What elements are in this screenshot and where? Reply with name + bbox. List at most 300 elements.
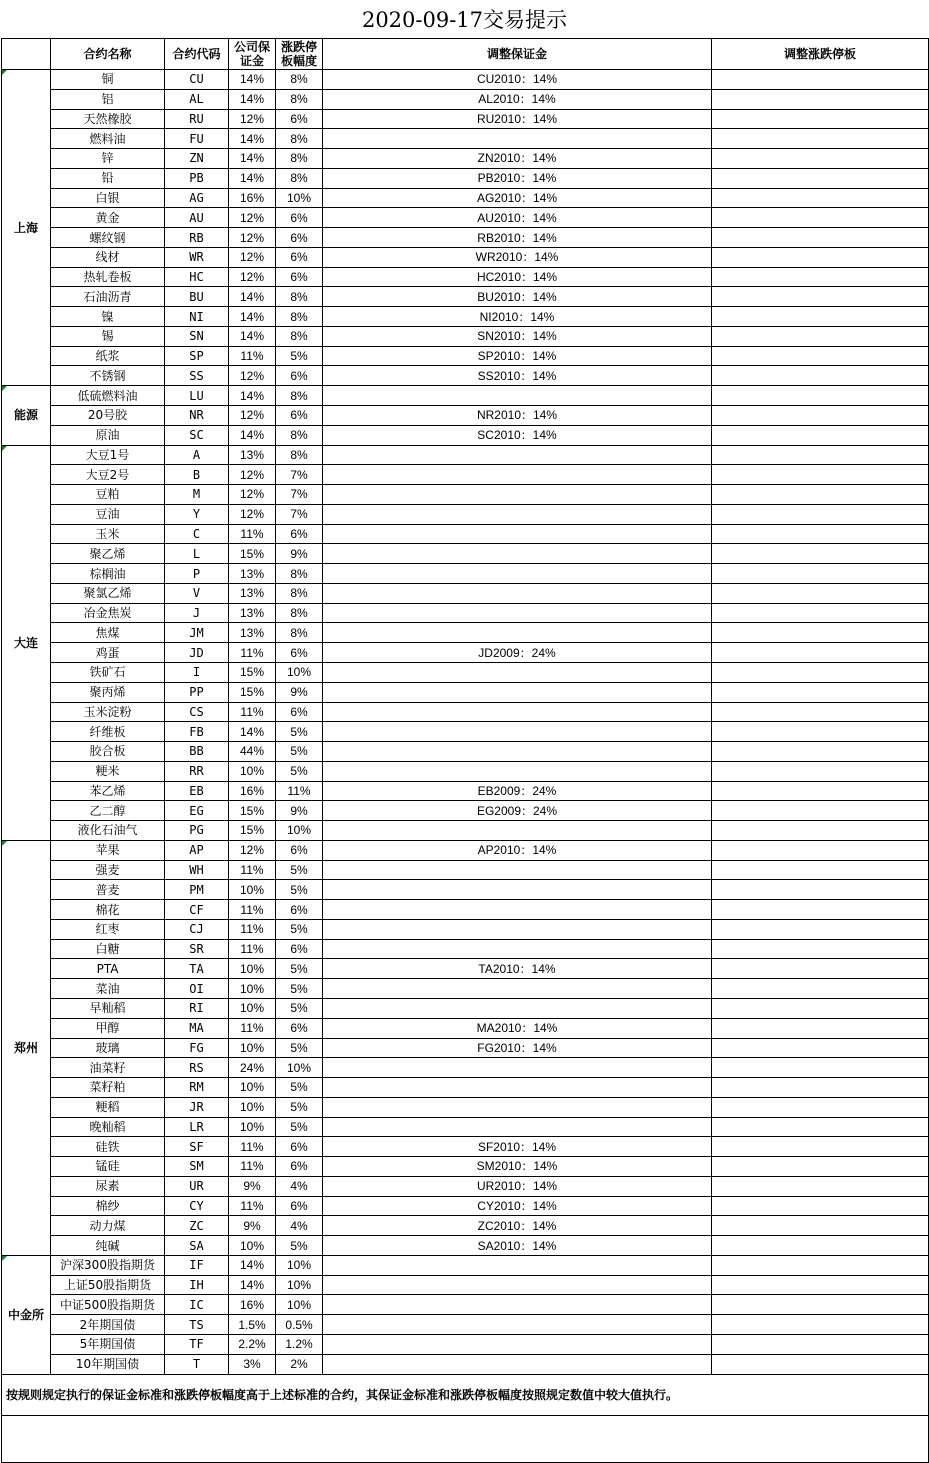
limit-value: 7% [276, 465, 323, 485]
margin-value: 10% [229, 1236, 276, 1256]
limit-value: 6% [276, 208, 323, 228]
limit-value: 4% [276, 1176, 323, 1196]
table-row [2, 109, 929, 129]
limit-value: 8% [276, 307, 323, 327]
contract-name: 鸡蛋 [51, 643, 165, 663]
margin-value: 11% [229, 1157, 276, 1177]
table-row [2, 1236, 929, 1256]
contract-name: 大豆1号 [51, 445, 165, 465]
contract-name: 玻璃 [51, 1038, 165, 1058]
contract-name: 棉纱 [51, 1196, 165, 1216]
limit-value: 5% [276, 1038, 323, 1058]
limit-value: 6% [276, 406, 323, 426]
exchange-label: 上海 [2, 70, 51, 386]
adjust-limit-value [712, 1216, 929, 1236]
margin-value: 12% [229, 228, 276, 248]
table-row [2, 801, 929, 821]
contract-name: 纯碱 [51, 1236, 165, 1256]
contract-code: NR [165, 406, 229, 426]
adjust-limit-value [712, 979, 929, 999]
contract-name: 线材 [51, 247, 165, 267]
limit-value: 1.2% [276, 1335, 323, 1355]
contract-code: EG [165, 801, 229, 821]
adjust-margin-value [323, 662, 712, 682]
adjust-margin-value: SA2010：14% [323, 1236, 712, 1256]
adjust-margin-value: SS2010：14% [323, 366, 712, 386]
table-row [2, 1275, 929, 1295]
contract-code: FB [165, 722, 229, 742]
header-row [2, 39, 929, 70]
contract-code: C [165, 524, 229, 544]
contract-name: 原油 [51, 425, 165, 445]
table-row [2, 445, 929, 465]
contract-code: JD [165, 643, 229, 663]
contract-code: UR [165, 1176, 229, 1196]
table-row [2, 149, 929, 169]
margin-value: 12% [229, 406, 276, 426]
table-row [2, 583, 929, 603]
adjust-margin-value [323, 485, 712, 505]
adjust-limit-value [712, 880, 929, 900]
contract-code: CS [165, 702, 229, 722]
header-adjust-limit: 调整涨跌停板 [712, 39, 929, 70]
margin-value: 9% [229, 1216, 276, 1236]
adjust-margin-value: TA2010：14% [323, 959, 712, 979]
adjust-margin-value: SP2010：14% [323, 346, 712, 366]
header-limit: 涨跌停板幅度 [276, 39, 323, 70]
contract-code: PM [165, 880, 229, 900]
limit-value: 10% [276, 1255, 323, 1275]
contract-name: 铝 [51, 89, 165, 109]
margin-value: 10% [229, 1078, 276, 1098]
margin-value: 12% [229, 247, 276, 267]
limit-value: 8% [276, 583, 323, 603]
table-row [2, 326, 929, 346]
adjust-limit-value [712, 1078, 929, 1098]
contract-name: 2年期国债 [51, 1315, 165, 1335]
table-row [2, 1097, 929, 1117]
adjust-limit-value [712, 1018, 929, 1038]
adjust-margin-value [323, 1335, 712, 1355]
contract-name: 苯乙烯 [51, 781, 165, 801]
adjust-limit-value [712, 149, 929, 169]
contract-name: 铁矿石 [51, 662, 165, 682]
adjust-margin-value: PB2010：14% [323, 168, 712, 188]
adjust-limit-value [712, 662, 929, 682]
limit-value: 5% [276, 742, 323, 762]
table-row [2, 425, 929, 445]
adjust-margin-value [323, 742, 712, 762]
limit-value: 6% [276, 366, 323, 386]
limit-value: 9% [276, 544, 323, 564]
margin-value: 11% [229, 919, 276, 939]
margin-value: 15% [229, 544, 276, 564]
adjust-limit-value [712, 1038, 929, 1058]
margin-value: 14% [229, 326, 276, 346]
adjust-limit-value [712, 840, 929, 860]
contract-code: CF [165, 900, 229, 920]
margin-value: 3% [229, 1354, 276, 1374]
margin-value: 14% [229, 287, 276, 307]
contract-name: 普麦 [51, 880, 165, 900]
adjust-margin-value [323, 821, 712, 841]
contract-name: 玉米 [51, 524, 165, 544]
limit-value: 10% [276, 188, 323, 208]
contract-name: 红枣 [51, 919, 165, 939]
table-row [2, 70, 929, 90]
table-row [2, 346, 929, 366]
margin-value: 14% [229, 89, 276, 109]
adjust-limit-value [712, 326, 929, 346]
adjust-limit-value [712, 1295, 929, 1315]
table-row [2, 228, 929, 248]
margin-value: 9% [229, 1176, 276, 1196]
limit-value: 6% [276, 900, 323, 920]
margin-value: 14% [229, 1255, 276, 1275]
table-row [2, 880, 929, 900]
adjust-limit-value [712, 959, 929, 979]
adjust-margin-value: WR2010：14% [323, 247, 712, 267]
table-row [2, 662, 929, 682]
contract-name: PTA [51, 959, 165, 979]
limit-value: 8% [276, 386, 323, 406]
adjust-limit-value [712, 998, 929, 1018]
contract-code: PB [165, 168, 229, 188]
table-row [2, 544, 929, 564]
adjust-limit-value [712, 89, 929, 109]
limit-value: 5% [276, 761, 323, 781]
limit-value: 11% [276, 781, 323, 801]
contract-name: 豆油 [51, 504, 165, 524]
table-row [2, 1038, 929, 1058]
adjust-margin-value: AP2010：14% [323, 840, 712, 860]
contract-code: SN [165, 326, 229, 346]
contract-code: AU [165, 208, 229, 228]
contract-name: 液化石油气 [51, 821, 165, 841]
contract-name: 晚籼稻 [51, 1117, 165, 1137]
table-row [2, 742, 929, 762]
adjust-limit-value [712, 1275, 929, 1295]
limit-value: 8% [276, 168, 323, 188]
table-row [2, 603, 929, 623]
contract-code: IC [165, 1295, 229, 1315]
limit-value: 8% [276, 149, 323, 169]
table-row [2, 504, 929, 524]
adjust-margin-value: BU2010：14% [323, 287, 712, 307]
adjust-limit-value [712, 504, 929, 524]
table-row [2, 840, 929, 860]
limit-value: 8% [276, 129, 323, 149]
contract-code: IF [165, 1255, 229, 1275]
contract-code: RI [165, 998, 229, 1018]
contract-code: WR [165, 247, 229, 267]
limit-value: 10% [276, 662, 323, 682]
contract-code: RU [165, 109, 229, 129]
adjust-limit-value [712, 485, 929, 505]
table-row [2, 485, 929, 505]
contract-code: SF [165, 1137, 229, 1157]
limit-value: 5% [276, 998, 323, 1018]
contract-name: 油菜籽 [51, 1058, 165, 1078]
table-row [2, 623, 929, 643]
table-row [2, 702, 929, 722]
contract-name: 菜油 [51, 979, 165, 999]
margin-value: 16% [229, 1295, 276, 1315]
margin-value: 10% [229, 1038, 276, 1058]
margin-value: 10% [229, 1097, 276, 1117]
adjust-limit-value [712, 1176, 929, 1196]
contract-name: 聚氯乙烯 [51, 583, 165, 603]
margin-value: 11% [229, 900, 276, 920]
contract-name: 菜籽粕 [51, 1078, 165, 1098]
table-row [2, 1157, 929, 1177]
adjust-margin-value: RU2010：14% [323, 109, 712, 129]
contract-name: 低硫燃料油 [51, 386, 165, 406]
contract-code: BB [165, 742, 229, 762]
margin-value: 15% [229, 821, 276, 841]
margin-value: 14% [229, 425, 276, 445]
contract-code: MA [165, 1018, 229, 1038]
adjust-limit-value [712, 386, 929, 406]
contract-code: M [165, 485, 229, 505]
contract-name: 沪深300股指期货 [51, 1255, 165, 1275]
adjust-limit-value [712, 1137, 929, 1157]
margin-value: 15% [229, 662, 276, 682]
adjust-margin-value: AL2010：14% [323, 89, 712, 109]
margin-value: 11% [229, 1196, 276, 1216]
limit-value: 10% [276, 1295, 323, 1315]
adjust-margin-value: ZN2010：14% [323, 149, 712, 169]
adjust-limit-value [712, 702, 929, 722]
margin-value: 12% [229, 465, 276, 485]
adjust-limit-value [712, 544, 929, 564]
limit-value: 6% [276, 1137, 323, 1157]
exchange-label: 中金所 [2, 1255, 51, 1374]
adjust-margin-value: EG2009：24% [323, 801, 712, 821]
adjust-margin-value [323, 445, 712, 465]
contract-code: B [165, 465, 229, 485]
contract-name: 上证50股指期货 [51, 1275, 165, 1295]
contract-code: AL [165, 89, 229, 109]
table-row [2, 307, 929, 327]
adjust-margin-value [323, 524, 712, 544]
adjust-limit-value [712, 129, 929, 149]
adjust-margin-value: UR2010：14% [323, 1176, 712, 1196]
margin-value: 10% [229, 998, 276, 1018]
adjust-limit-value [712, 445, 929, 465]
adjust-margin-value [323, 939, 712, 959]
limit-value: 6% [276, 643, 323, 663]
blank-cell [2, 1415, 929, 1462]
margin-value: 11% [229, 346, 276, 366]
adjust-margin-value [323, 880, 712, 900]
header-name: 合约名称 [51, 39, 165, 70]
limit-value: 4% [276, 1216, 323, 1236]
margin-value: 11% [229, 939, 276, 959]
table-row [2, 1176, 929, 1196]
adjust-margin-value [323, 722, 712, 742]
contract-name: 甲醇 [51, 1018, 165, 1038]
adjust-margin-value [323, 129, 712, 149]
contract-code: RB [165, 228, 229, 248]
table-row [2, 1018, 929, 1038]
adjust-margin-value [323, 900, 712, 920]
table-row [2, 267, 929, 287]
contract-name: 锌 [51, 149, 165, 169]
adjust-limit-value [712, 346, 929, 366]
adjust-limit-value [712, 1315, 929, 1335]
contract-code: SP [165, 346, 229, 366]
limit-value: 7% [276, 504, 323, 524]
contract-table [1, 38, 929, 1463]
limit-value: 10% [276, 821, 323, 841]
margin-value: 12% [229, 504, 276, 524]
adjust-limit-value [712, 188, 929, 208]
contract-name: 粳米 [51, 761, 165, 781]
contract-code: A [165, 445, 229, 465]
limit-value: 6% [276, 109, 323, 129]
table-row [2, 1058, 929, 1078]
contract-name: 棕榈油 [51, 564, 165, 584]
table-row [2, 979, 929, 999]
table-row [2, 89, 929, 109]
limit-value: 8% [276, 89, 323, 109]
contract-name: 镍 [51, 307, 165, 327]
contract-code: CJ [165, 919, 229, 939]
contract-name: 燃料油 [51, 129, 165, 149]
margin-value: 11% [229, 860, 276, 880]
margin-value: 11% [229, 1137, 276, 1157]
contract-code: CU [165, 70, 229, 90]
adjust-margin-value: NI2010：14% [323, 307, 712, 327]
margin-value: 10% [229, 959, 276, 979]
adjust-limit-value [712, 208, 929, 228]
contract-name: 铜 [51, 70, 165, 90]
margin-value: 12% [229, 109, 276, 129]
adjust-margin-value [323, 1117, 712, 1137]
contract-name: 锡 [51, 326, 165, 346]
adjust-margin-value [323, 1255, 712, 1275]
blank-row [2, 1415, 929, 1462]
adjust-limit-value [712, 821, 929, 841]
contract-code: ZN [165, 149, 229, 169]
adjust-limit-value [712, 406, 929, 426]
limit-value: 10% [276, 1058, 323, 1078]
adjust-margin-value: JD2009：24% [323, 643, 712, 663]
table-row [2, 939, 929, 959]
adjust-margin-value [323, 919, 712, 939]
adjust-limit-value [712, 1255, 929, 1275]
contract-code: ZC [165, 1216, 229, 1236]
contract-code: SR [165, 939, 229, 959]
contract-code: PG [165, 821, 229, 841]
margin-value: 14% [229, 168, 276, 188]
contract-code: SM [165, 1157, 229, 1177]
adjust-margin-value: RB2010：14% [323, 228, 712, 248]
adjust-margin-value [323, 761, 712, 781]
contract-code: HC [165, 267, 229, 287]
adjust-limit-value [712, 900, 929, 920]
contract-name: 白糖 [51, 939, 165, 959]
margin-value: 14% [229, 1275, 276, 1295]
contract-code: V [165, 583, 229, 603]
contract-code: SC [165, 425, 229, 445]
margin-value: 16% [229, 188, 276, 208]
adjust-margin-value: CY2010：14% [323, 1196, 712, 1216]
adjust-limit-value [712, 742, 929, 762]
table-row [2, 465, 929, 485]
table-row [2, 287, 929, 307]
contract-code: IH [165, 1275, 229, 1295]
table-row [2, 386, 929, 406]
contract-name: 乙二醇 [51, 801, 165, 821]
adjust-margin-value: AG2010：14% [323, 188, 712, 208]
limit-value: 6% [276, 1196, 323, 1216]
margin-value: 14% [229, 722, 276, 742]
exchange-label: 大连 [2, 445, 51, 840]
adjust-limit-value [712, 1097, 929, 1117]
adjust-limit-value [712, 564, 929, 584]
limit-value: 0.5% [276, 1315, 323, 1335]
contract-name: 纤维板 [51, 722, 165, 742]
contract-name: 动力煤 [51, 1216, 165, 1236]
limit-value: 8% [276, 564, 323, 584]
margin-value: 10% [229, 979, 276, 999]
contract-code: I [165, 662, 229, 682]
margin-value: 15% [229, 682, 276, 702]
limit-value: 6% [276, 939, 323, 959]
contract-name: 焦煤 [51, 623, 165, 643]
adjust-margin-value: HC2010：14% [323, 267, 712, 287]
contract-name: 苹果 [51, 840, 165, 860]
exchange-label: 郑州 [2, 840, 51, 1255]
contract-code: TA [165, 959, 229, 979]
adjust-limit-value [712, 939, 929, 959]
contract-name: 大豆2号 [51, 465, 165, 485]
adjust-limit-value [712, 1354, 929, 1374]
adjust-margin-value [323, 998, 712, 1018]
margin-value: 13% [229, 445, 276, 465]
table-row [2, 247, 929, 267]
margin-value: 44% [229, 742, 276, 762]
contract-name: 胶合板 [51, 742, 165, 762]
adjust-limit-value [712, 287, 929, 307]
contract-name: 10年期国债 [51, 1354, 165, 1374]
margin-value: 14% [229, 149, 276, 169]
adjust-limit-value [712, 425, 929, 445]
table-row [2, 1295, 929, 1315]
adjust-margin-value: SF2010：14% [323, 1137, 712, 1157]
contract-name: 聚丙烯 [51, 682, 165, 702]
margin-value: 14% [229, 307, 276, 327]
contract-code: RR [165, 761, 229, 781]
exchange-label: 能源 [2, 386, 51, 445]
adjust-margin-value [323, 1275, 712, 1295]
adjust-limit-value [712, 247, 929, 267]
contract-name: 5年期国债 [51, 1335, 165, 1355]
adjust-margin-value [323, 504, 712, 524]
limit-value: 8% [276, 445, 323, 465]
contract-code: NI [165, 307, 229, 327]
adjust-limit-value [712, 1058, 929, 1078]
adjust-margin-value [323, 979, 712, 999]
limit-value: 6% [276, 247, 323, 267]
adjust-limit-value [712, 366, 929, 386]
adjust-limit-value [712, 603, 929, 623]
table-row [2, 406, 929, 426]
contract-code: P [165, 564, 229, 584]
adjust-limit-value [712, 1196, 929, 1216]
